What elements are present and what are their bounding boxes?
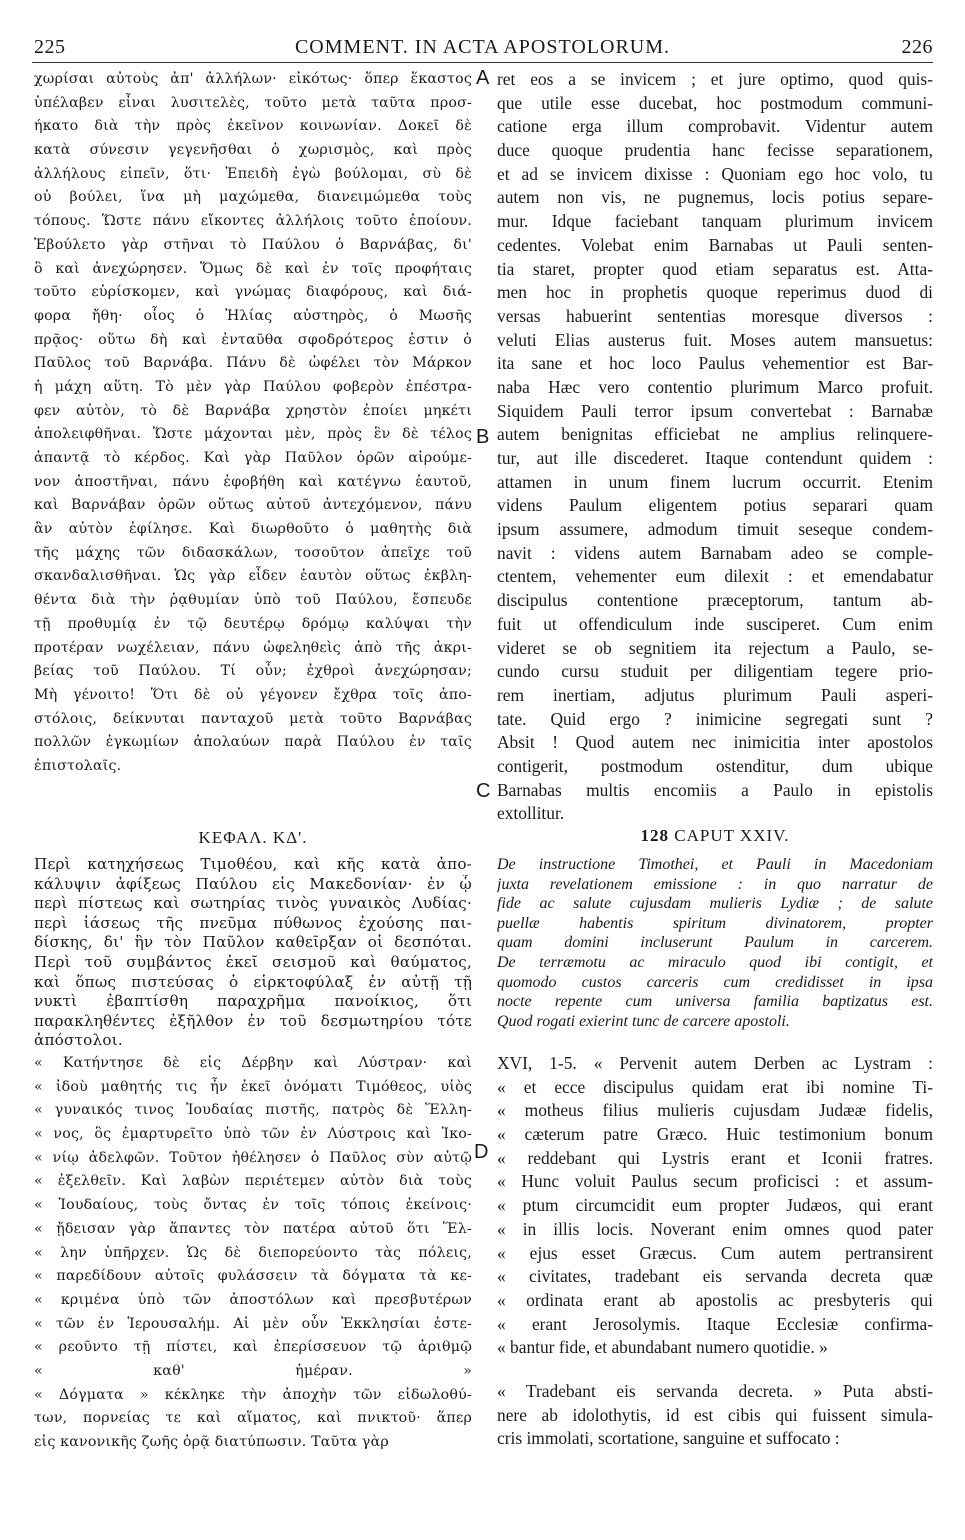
text-line: fide ac salute cujusdam mulieris Lydiæ ; de salute: [497, 895, 933, 913]
text-line: ret eos a se invicem ; et jure optimo, quod quis-: [497, 69, 933, 89]
text-line: « νος, ὃς ἐμαρτυρεῖτο ὑπὸ τῶν ἐν Λύστροις καὶ Ἰκο-: [34, 1126, 472, 1143]
text-line: « cæterum patre Græco. Huic testimonium bonum: [497, 1124, 933, 1145]
text-line: puellæ habentis spiritum divinatorem, propter: [497, 914, 933, 932]
text-line: καὶ Βαρνάβαν ὁρῶν οὕτως αὐτοῦ ἀντεχόμενον, πάνυ: [34, 497, 472, 514]
text-line: « bantur fide, et abundabant numero quotidie. »: [497, 1337, 828, 1358]
greek-chapter-heading: ΚΕΦΑΛ. ΚΔ'.: [198, 828, 308, 847]
text-line: βείας τοῦ Παύλου. Τί οὖν; ἐχθροὶ ἀνεχώρησαν;: [34, 663, 472, 680]
text-line: Ἐβούλετο γὰρ στῆναι τὸ Παύλου ὁ Βαρνάβας, δι': [34, 236, 472, 253]
text-line: ἀλλήλους εἰπεῖν, ὅτι· Ἐπειδὴ ἐγὼ βούλομαι, σὺ δὲ: [34, 165, 472, 182]
text-line: Quod rogati exierint tunc de carcere apostoli.: [497, 1012, 790, 1030]
text-line: cundo cursu studuit per diligentiam tegere prio-: [497, 661, 933, 682]
text-line: « Tradebant eis servanda decreta. » Puta absti-: [497, 1381, 933, 1401]
text-line: « καθ' ἡμέραν. »: [34, 1362, 472, 1379]
text-line: δίσκης, δι' ἣν τὸν Παῦλον καθεῖρξαν οἱ δεσπόται.: [34, 933, 472, 952]
text-line: τῇ προθυμίᾳ ἐν τῷ δευτέρῳ δρόμῳ καλύψαι τὴν: [34, 615, 472, 632]
margin-marker-c: C: [476, 780, 491, 802]
text-line: « γυναικός τινος Ἰουδαίας πιστῆς, πατρὸς δὲ Ἕλλη-: [34, 1102, 472, 1119]
text-line: οὐ βούλει, ἵνα μὴ μαχώμεθα, διανειμώμεθα τοὺς: [34, 189, 472, 206]
chapter-title: CAPUT XXIV.: [674, 826, 790, 845]
text-line: ἀπαντᾷ τὸ κέρδος. Καὶ γὰρ Παῦλον ὁρῶν αἱρούμε-: [34, 450, 472, 466]
text-line: que utile esse ducebat, hoc postmodum communi-: [497, 92, 933, 113]
text-line: « Hunc voluit Paulus secum proficisci : et assum-: [497, 1171, 933, 1192]
latin-commentary-end: [497, 1380, 933, 1451]
text-line: cris immolati, scortatione, sanguine et suffocato :: [497, 1428, 840, 1449]
text-line: « reddebant qui Lystris erant et Iconii fratres.: [497, 1147, 933, 1168]
margin-marker-b: B: [476, 426, 490, 448]
text-line: Παῦλος τοῦ Βαρνάβα. Πάνυ δὲ ὠφέλει τὸν Μάρκον: [34, 355, 472, 372]
text-line: juxta revelationem emissione : in quo narratur de: [497, 875, 933, 893]
text-line: « λην ὑπῆρχεν. Ὡς δὲ διεπορεύοντο τὰς πόλεις,: [34, 1244, 472, 1261]
greek-column-bottom: [34, 1052, 472, 1455]
text-line: De instructione Timothei, et Pauli in Macedoniam: [497, 856, 933, 873]
text-line: extollitur.: [497, 803, 565, 824]
text-line: videret se ob segnitiem ita rejectum a Paulo, se-: [497, 637, 933, 658]
text-line: « Ἰουδαίους, τοὺς ὄντας ἐν τοῖς τόποις ἐκείνοις·: [34, 1197, 472, 1214]
text-line: Περὶ κατηχήσεως Τιμοθέου, καὶ κῆς κατὰ ἀπο-: [34, 855, 472, 873]
text-line: fuit ut offendiculum inde susciperet. Cum enim: [497, 613, 933, 634]
header-rule: [32, 62, 933, 63]
text-line: quam domini incluserunt Paulum in carcerem.: [497, 934, 933, 952]
text-line: ὑπέλαβεν εἶναι λυσιτελὲς, τοῦτο μετὰ ταῦτα προσ-: [34, 94, 472, 111]
text-line: ἀπολειφθῆναι. Ὥστε μάχονται μὲν, πρὸς ἓν δὲ τέλος: [34, 426, 472, 443]
text-line: τοῦτο εὑρίσκομεν, καὶ γνώμας διαφόρους, καὶ διά-: [34, 284, 472, 301]
latin-chapter-summary: [497, 855, 933, 1031]
text-line: ἀπόστολοι.: [34, 1031, 123, 1050]
text-line: « Κατήντησε δὲ εἰς Δέρβην καὶ Λύστραν· καὶ: [34, 1055, 472, 1071]
latin-chapter-heading: [497, 826, 933, 846]
text-line: τῆς μάχης τῶν διδασκάλων, τοσοῦτον ἀπεῖχε τοῦ: [34, 544, 472, 561]
text-line: videns Paulum eligentem potius separari quam: [497, 495, 933, 516]
text-line: duce quoque prudentia hanc fecisse separationem,: [497, 140, 933, 161]
text-line: παρακληθέντες ἐξῆλθον ἐν τοῦ δεσμωτηρίου τότε: [34, 1011, 472, 1030]
margin-marker-d: D: [474, 1141, 489, 1163]
text-line: XVI, 1-5. « Pervenit autem Derben ac Lystram :: [497, 1053, 933, 1073]
text-line: πρᾷος· οὕτω δὴ καὶ ἐνταῦθα σφοδρότερος ἐστιν ὁ: [34, 331, 472, 348]
text-line: Μὴ γένοιτο! Ὅτι δὲ οὐ γέγονεν ἔχθρα τοῖς ἀπο-: [34, 686, 472, 703]
text-line: Barnabas multis encomiis a Paulo in epistolis: [497, 779, 933, 800]
chapter-number: 128: [640, 826, 669, 845]
text-line: πολλῶν ἐγκωμίων ἀπολαύων παρὰ Παύλου ἐν ταῖς: [34, 734, 472, 751]
text-line: ἡ μάχη αὕτη. Τὸ μὲν γὰρ Παύλου φοβερὸν ἐπέστρα-: [34, 378, 472, 395]
text-line: Περὶ τοῦ συμβάντος ἐκεῖ σεισμοῦ καὶ θαύματος,: [34, 952, 472, 971]
text-line: tia staret, propter quod etiam separatus est. Atta-: [497, 258, 933, 279]
text-line: θέντα διὰ τὴν ῥᾳθυμίαν ὑπὸ τοῦ Παύλου, ἔσπευδε: [34, 592, 472, 609]
text-line: φεν αὐτὸν, τὸ δὲ Βαρνάβα χρηστὸν ἐποίει μηκέτι: [34, 402, 472, 419]
latin-column-top: [497, 68, 933, 826]
text-line: Absit ! Quod autem nec inimicitia inter apostolos: [497, 732, 933, 753]
text-line: περὶ πίστεως καὶ σωτηρίας τινὸς γυναικὸς Λυδίας·: [34, 894, 472, 913]
text-line: εἰς κανονικῆς ζωῆς ὁρᾷ διατύπωσιν. Ταῦτα γὰρ: [34, 1434, 389, 1450]
text-line: « νίῳ ἀδελφῶν. Τοῦτον ἠθέλησεν ὁ Παῦλος σὺν αὐτῷ: [34, 1149, 472, 1166]
text-line: contigerit, postmodum ostenditur, dum ubique: [497, 755, 933, 776]
text-line: « ordinata erant ab apostolis ac presbyteris qui: [497, 1289, 933, 1310]
text-line: autem non vis, ne pugnemus, locis potius separe-: [497, 187, 933, 208]
text-line: Siquidem Pauli terror ipsum convertebat : Barnabæ: [497, 400, 933, 421]
greek-chapter-summary: [34, 855, 472, 1051]
text-line: χωρίσαι αὐτοὺς ἀπ' ἀλλήλων· εἰκότως· ὅπερ ἕκαστος: [34, 71, 472, 87]
text-line: ἐπιστολαῖς.: [34, 757, 122, 774]
text-line: περὶ ἰάσεως τῆς πνεῦμα πύθωνος ἐχούσης παι-: [34, 913, 472, 932]
text-line: ita sane et hoc loco Paulus vehementior est Bar-: [497, 353, 933, 374]
text-line: « ejus esset Græcus. Cum autem pertransirent: [497, 1242, 933, 1263]
text-line: προτέραν νωχέλειαν, πάνυ ὠφεληθεὶς ἀπὸ τῆς ἀκρι-: [34, 639, 472, 656]
text-line: naba Hæc vero contentio plurimum Marco profuit.: [497, 376, 933, 397]
text-line: versas habuerint sententias moresque diversos :: [497, 305, 933, 326]
text-line: στόλοις, δείκνυται πανταχοῦ μετὰ τοῦτο Βαρνάβας: [34, 710, 472, 727]
text-line: « ἐξελθεῖν. Καὶ λαβὼν περιέτεμεν αὐτὸν διὰ τοὺς: [34, 1173, 472, 1190]
text-line: men hoc in prophetis quoque reperimus duod di: [497, 282, 933, 303]
text-line: tate. Quid ergo ? inimicine segregati sunt ?: [497, 708, 933, 729]
text-line: ήκατο διὰ τὴν πρὸς ἐκεῖνον κοινωνίαν. Δοκεῖ δὲ: [34, 118, 472, 135]
running-title: COMMENT. IN ACTA APOSTOLORUM.: [294, 36, 671, 58]
text-line: κάλυψιν ἀφίξεως Παύλου εἰς Μακεδονίαν· ἐν ᾧ: [34, 874, 472, 893]
text-line: « civitates, tradebant eis servanda decreta quæ: [497, 1266, 933, 1287]
greek-column-top: [34, 68, 472, 779]
text-line: ὃ καὶ ἀνεχώρησεν. Ὅμως δὲ καὶ ἐν τοῖς προφήταις: [34, 260, 472, 277]
text-line: rem inertiam, adjutus plurimum Pauli asperi-: [497, 684, 933, 705]
text-line: καὶ ὅπως πιστεύσας ὁ εἱρκτοφύλαξ ἐν αὐτῇ τῇ: [34, 972, 472, 991]
text-line: « motheus filius mulieris cujusdam Judææ fidelis,: [497, 1100, 933, 1121]
text-line: ipsum assumere, admodum timuit seseque condem-: [497, 519, 933, 540]
text-line: νον ἀποστῆναι, πάνυ ἐφοβήθη καὶ κατέγνω ἑαυτοῦ,: [34, 473, 472, 490]
text-line: « κριμένα ὑπὸ τῶν ἀποστόλων καὶ πρεσβυτέρων: [34, 1291, 472, 1308]
page-number-left: 225: [34, 36, 66, 58]
text-line: « ρεοῦντο τῇ πίστει, καὶ ἐπερίσσευον τῷ ἀριθμῷ: [34, 1339, 472, 1356]
text-line: σκανδαλισθῆναι. Ὡς γὰρ εἶδεν ἑαυτὸν οὕτως ἐκβλη-: [34, 568, 472, 585]
text-line: « τῶν ἐν Ἱερουσαλήμ. Αἱ μὲν οὖν Ἐκκλησίαι ἐστε-: [34, 1315, 472, 1332]
text-line: ἂν αὐτὸν ἐφίλησε. Καὶ διωρθοῦτο ὁ μαθητὴς διὰ: [34, 521, 472, 538]
text-line: « et ecce discipulus quidam erat ibi nomine Ti-: [497, 1076, 933, 1097]
text-line: « ἰδοὺ μαθητής τις ἦν ἐκεῖ ὀνόματι Τιμόθεος, υἱὸς: [34, 1078, 472, 1095]
text-line: nere ab idolothytis, id est cibis qui fuissent simula-: [497, 1404, 933, 1425]
text-line: φορα ἤθη· οἷος ὁ Ἠλίας αὐστηρὸς, ὁ Μωσῆς: [34, 307, 472, 324]
text-line: quomodo custos carceris cum credidisset in ipsa: [497, 973, 933, 991]
text-line: τόπους. Ὥστε πάνυ εἴκοντες ἀλλήλοις τοῦτο ἐποίουν.: [34, 213, 472, 230]
text-line: νυκτὶ ἐβαπτίσθη παραχρῆμα πανοίκιος, ὅτι: [34, 992, 472, 1011]
text-line: cedentes. Volebat enim Barnabas ut Pauli senten-: [497, 234, 933, 255]
text-line: tur, aut ille discederet. Itaque contendunt quidem :: [497, 448, 933, 468]
page-number-right: 226: [901, 36, 933, 58]
text-line: De terræmotu ac miraculo quod ibi contigit, et: [497, 953, 933, 971]
text-line: discipulus contentione præceptorum, tantum ab-: [497, 590, 933, 611]
text-line: mur. Idque faciebant tanquam plurimum invicem: [497, 211, 933, 232]
text-line: « in illis locis. Noverant enim omnes quod pater: [497, 1218, 933, 1239]
text-line: autem benignitas efficiebat ne amplius relinquere-: [497, 424, 933, 445]
text-line: των, πορνείας τε καὶ αἵματος, καὶ πνικτοῦ· ἅπερ: [34, 1410, 472, 1427]
text-line: « erant Jerosolymis. Itaque Ecclesiæ confirma-: [497, 1313, 933, 1334]
text-line: attamen in unum finem lucrum occurrit. Etenim: [497, 471, 933, 492]
latin-column-bottom: [497, 1052, 933, 1360]
text-line: « ᾔδεισαν γὰρ ἅπαντες τὸν πατέρα αὐτοῦ ὅτι Ἕλ-: [34, 1220, 472, 1237]
text-line: et ad se invicem dixisse : Quoniam ego hoc volo, tu: [497, 163, 933, 184]
margin-marker-a: A: [476, 67, 490, 89]
text-line: navit : videns autem Barnabam adeo se comple-: [497, 542, 933, 563]
text-line: nocte repente cum universa familia baptizatus est.: [497, 993, 933, 1011]
text-line: « ptum circumcidit eum propter Judæos, qui erant: [497, 1195, 933, 1216]
text-line: « Δόγματα » κέκληκε τὴν ἀποχὴν τῶν εἰδωλοθύ-: [34, 1386, 472, 1403]
text-line: κατὰ σύνεσιν γεγενῆσθαι ὁ χωρισμὸς, καὶ πρὸς: [34, 142, 472, 159]
text-line: veluti Elias austerus fuit. Moses autem mansuetus:: [497, 329, 933, 350]
text-line: ctentem, vehementer eum dilexit : et emendabatur: [497, 566, 933, 587]
text-line: catione erga illum comprobavit. Videntur autem: [497, 116, 933, 137]
text-line: « παρεδίδουν αὐτοῖς φυλάσσειν τὰ δόγματα τὰ κε-: [34, 1268, 472, 1285]
